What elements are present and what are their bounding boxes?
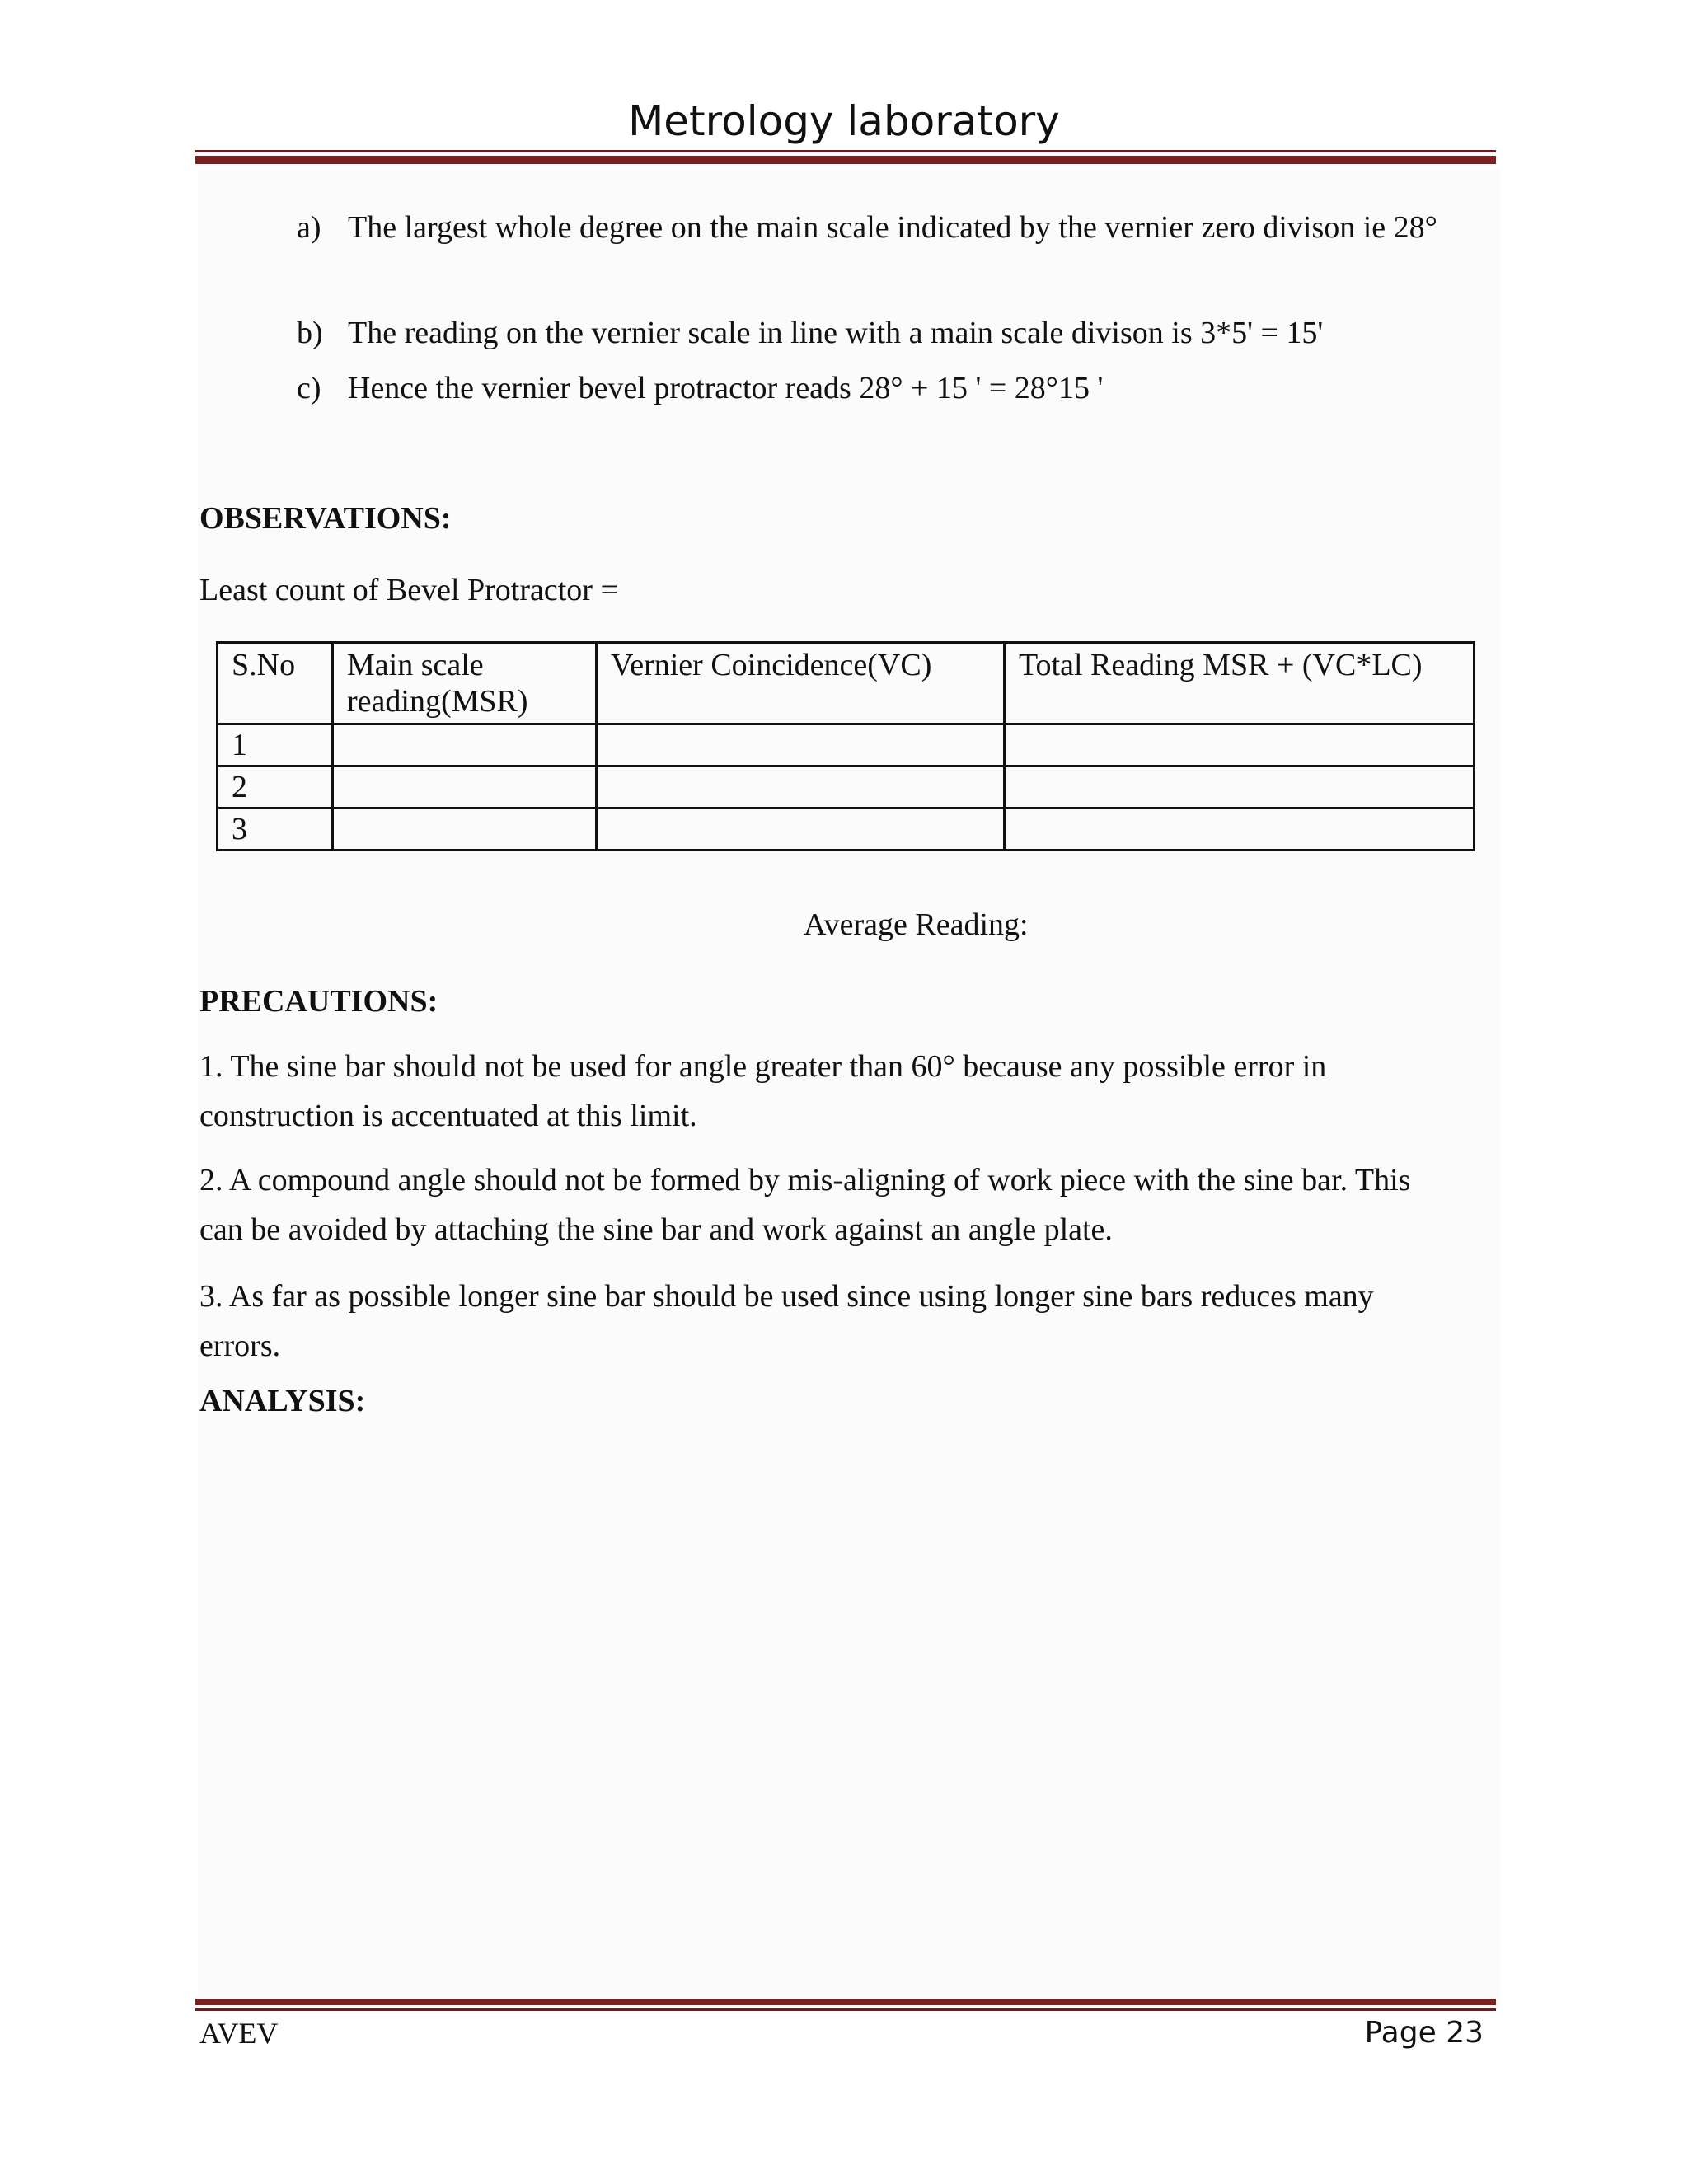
table-row (218, 766, 1475, 808)
precaution-item: 1. The sine bar should not be used for angle greater than 60° because any possible error in construction is accentuated at this limit. (199, 1049, 1327, 1133)
table-header-cell: Main scale reading(MSR) (333, 643, 597, 724)
step-marker: a) (297, 210, 321, 245)
table-row (218, 808, 1475, 851)
step-marker: b) (297, 316, 323, 350)
average-reading-label: Average Reading: (804, 907, 1029, 942)
table-cell (333, 808, 597, 851)
step-text: Hence the vernier bevel protractor reads 28° + 15 ' = 28°15 ' (348, 371, 1104, 405)
table-cell (333, 766, 597, 808)
step-text: The reading on the vernier scale in line with a main scale divison is 3*5' = 15' (348, 316, 1324, 350)
table-cell (597, 808, 1005, 851)
table-cell (597, 766, 1005, 808)
precaution-item: 2. A compound angle should not be formed by mis-aligning of work piece with the sine bar. This can be avoided by attaching the sine bar and work against an angle plate. (199, 1163, 1411, 1247)
precaution-item: 3. As far as possible longer sine bar should be used since using longer sine bars reduces many errors. (199, 1279, 1374, 1363)
analysis-heading: ANALYSIS: (199, 1384, 366, 1418)
table-cell (1005, 808, 1475, 851)
table-cell: 2 (218, 766, 333, 808)
table-header-cell: Vernier Coincidence(VC) (597, 643, 1005, 724)
footer-rule-thick (195, 1999, 1496, 2005)
header-rule-thin (195, 150, 1496, 152)
table-cell: 1 (218, 724, 333, 766)
page-number: Page 23 (1364, 2016, 1484, 2050)
table-cell (333, 724, 597, 766)
page-title: Metrology laboratory (628, 97, 1060, 145)
header-rule-thick (195, 156, 1496, 164)
step-text: The largest whole degree on the main scale indicated by the vernier zero divison ie 28° (348, 210, 1437, 245)
table-cell (1005, 766, 1475, 808)
observations-table (216, 641, 1475, 851)
table-cell: 3 (218, 808, 333, 851)
table-header-cell: Total Reading MSR + (VC*LC) (1005, 643, 1475, 724)
step-marker: c) (297, 371, 321, 405)
precautions-heading: PRECAUTIONS: (199, 984, 438, 1019)
least-count-label: Least count of Bevel Protractor = (199, 573, 618, 607)
table-header-row (218, 643, 1475, 724)
table-cell (1005, 724, 1475, 766)
table-row (218, 724, 1475, 766)
footer-institution: AVEV (199, 2017, 279, 2050)
observations-heading: OBSERVATIONS: (199, 501, 452, 536)
table-cell (597, 724, 1005, 766)
table-header-cell: S.No (218, 643, 333, 724)
footer-rule-thin (195, 2008, 1496, 2011)
